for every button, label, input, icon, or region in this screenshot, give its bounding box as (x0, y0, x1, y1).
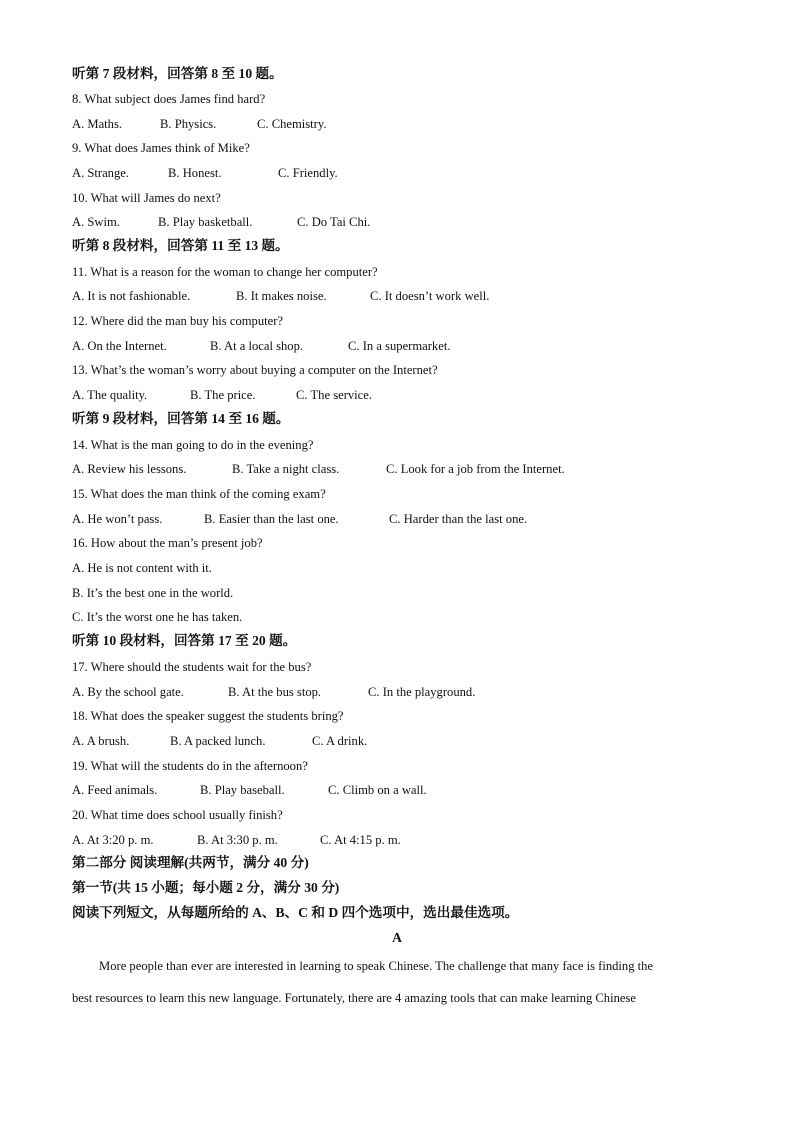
passage-label: A (392, 930, 402, 945)
option-a: A. It is not fashionable. (72, 289, 191, 303)
option-b: B. Take a night class. (232, 462, 340, 476)
option-b: B. At the bus stop. (228, 685, 322, 699)
question-19: 19. What will the students do in the afternoon? (72, 759, 308, 773)
option-c: C. Do Tai Chi. (297, 215, 371, 229)
option-c: C. The service. (296, 388, 373, 402)
option-c: C. Harder than the last one. (389, 512, 528, 526)
options-row-8 (72, 116, 672, 132)
question-8: 8. What subject does James find hard? (72, 92, 266, 106)
option-c: C. It doesn’t work well. (370, 289, 490, 303)
option-a: A. Strange. (72, 166, 130, 180)
question-14: 14. What is the man going to do in the evening? (72, 438, 314, 452)
part-title: 第二部分 阅读理解(共两节，满分 40 分) (72, 855, 309, 870)
options-row-18 (72, 733, 672, 749)
options-row-11 (72, 288, 672, 304)
options-row-19 (72, 782, 672, 798)
question-18: 18. What does the speaker suggest the students bring? (72, 709, 344, 723)
option-a: A. He is not content with it. (72, 561, 212, 575)
section-heading-7: 听第 7 段材料，回答第 8 至 10 题。 (72, 66, 283, 81)
option-b: B. It makes noise. (236, 289, 327, 303)
section-heading-8: 听第 8 段材料，回答第 11 至 13 题。 (72, 238, 289, 253)
options-row-10 (72, 214, 672, 230)
option-a: A. A brush. (72, 734, 130, 748)
option-c: C. A drink. (312, 734, 368, 748)
option-c: C. Chemistry. (257, 117, 327, 131)
option-b: B. The price. (190, 388, 256, 402)
option-a: A. He won’t pass. (72, 512, 163, 526)
question-15: 15. What does the man think of the coming exam? (72, 487, 326, 501)
options-row-9 (72, 165, 672, 181)
options-row-20 (72, 832, 672, 848)
question-17: 17. Where should the students wait for the bus? (72, 660, 312, 674)
instructions: 阅读下列短文，从每题所给的 A、B、C 和 D 四个选项中，选出最佳选项。 (72, 905, 519, 920)
option-b: B. It’s the best one in the world. (72, 586, 234, 600)
option-b: B. Easier than the last one. (204, 512, 339, 526)
section-title: 第一节(共 15 小题；每小题 2 分，满分 30 分) (72, 880, 340, 895)
option-a: A. The quality. (72, 388, 148, 402)
question-13: 13. What’s the woman’s worry about buying a computer on the Internet? (72, 363, 438, 377)
question-10: 10. What will James do next? (72, 191, 221, 205)
question-16: 16. How about the man’s present job? (72, 536, 263, 550)
option-c: C. It’s the worst one he has taken. (72, 610, 243, 624)
option-a: A. Review his lessons. (72, 462, 187, 476)
option-b: B. Physics. (160, 117, 217, 131)
option-c: C. In a supermarket. (348, 339, 451, 353)
options-row-17 (72, 684, 672, 700)
option-b: B. At a local shop. (210, 339, 304, 353)
question-20: 20. What time does school usually finish? (72, 808, 283, 822)
question-12: 12. Where did the man buy his computer? (72, 314, 284, 328)
option-c: C. Look for a job from the Internet. (386, 462, 565, 476)
option-b: B. Honest. (168, 166, 222, 180)
option-a: A. Maths. (72, 117, 123, 131)
option-c: C. In the playground. (368, 685, 476, 699)
option-c: C. Climb on a wall. (328, 783, 427, 797)
passage-line-1: More people than ever are interested in learning to speak Chinese. The challenge that many face is finding the (99, 959, 654, 973)
option-a: A. Feed animals. (72, 783, 158, 797)
option-c: C. Friendly. (278, 166, 338, 180)
options-row-12 (72, 338, 672, 354)
options-row-15 (72, 511, 672, 527)
options-row-13 (72, 387, 672, 403)
option-b: B. A packed lunch. (170, 734, 266, 748)
option-b: B. Play basketball. (158, 215, 253, 229)
passage-line-2: best resources to learn this new language. Fortunately, there are 4 amazing tools that can make learning Chinese (72, 991, 636, 1005)
option-b: B. Play baseball. (200, 783, 285, 797)
section-heading-10: 听第 10 段材料，回答第 17 至 20 题。 (72, 633, 297, 648)
option-a: A. Swim. (72, 215, 120, 229)
option-a: A. On the Internet. (72, 339, 167, 353)
section-heading-9: 听第 9 段材料，回答第 14 至 16 题。 (72, 411, 290, 426)
option-c: C. At 4:15 p. m. (320, 833, 401, 847)
options-row-14 (72, 461, 672, 477)
option-b: B. At 3:30 p. m. (197, 833, 278, 847)
option-a: A. By the school gate. (72, 685, 184, 699)
option-a: A. At 3:20 p. m. (72, 833, 154, 847)
question-11: 11. What is a reason for the woman to change her computer? (72, 265, 378, 279)
question-9: 9. What does James think of Mike? (72, 141, 250, 155)
